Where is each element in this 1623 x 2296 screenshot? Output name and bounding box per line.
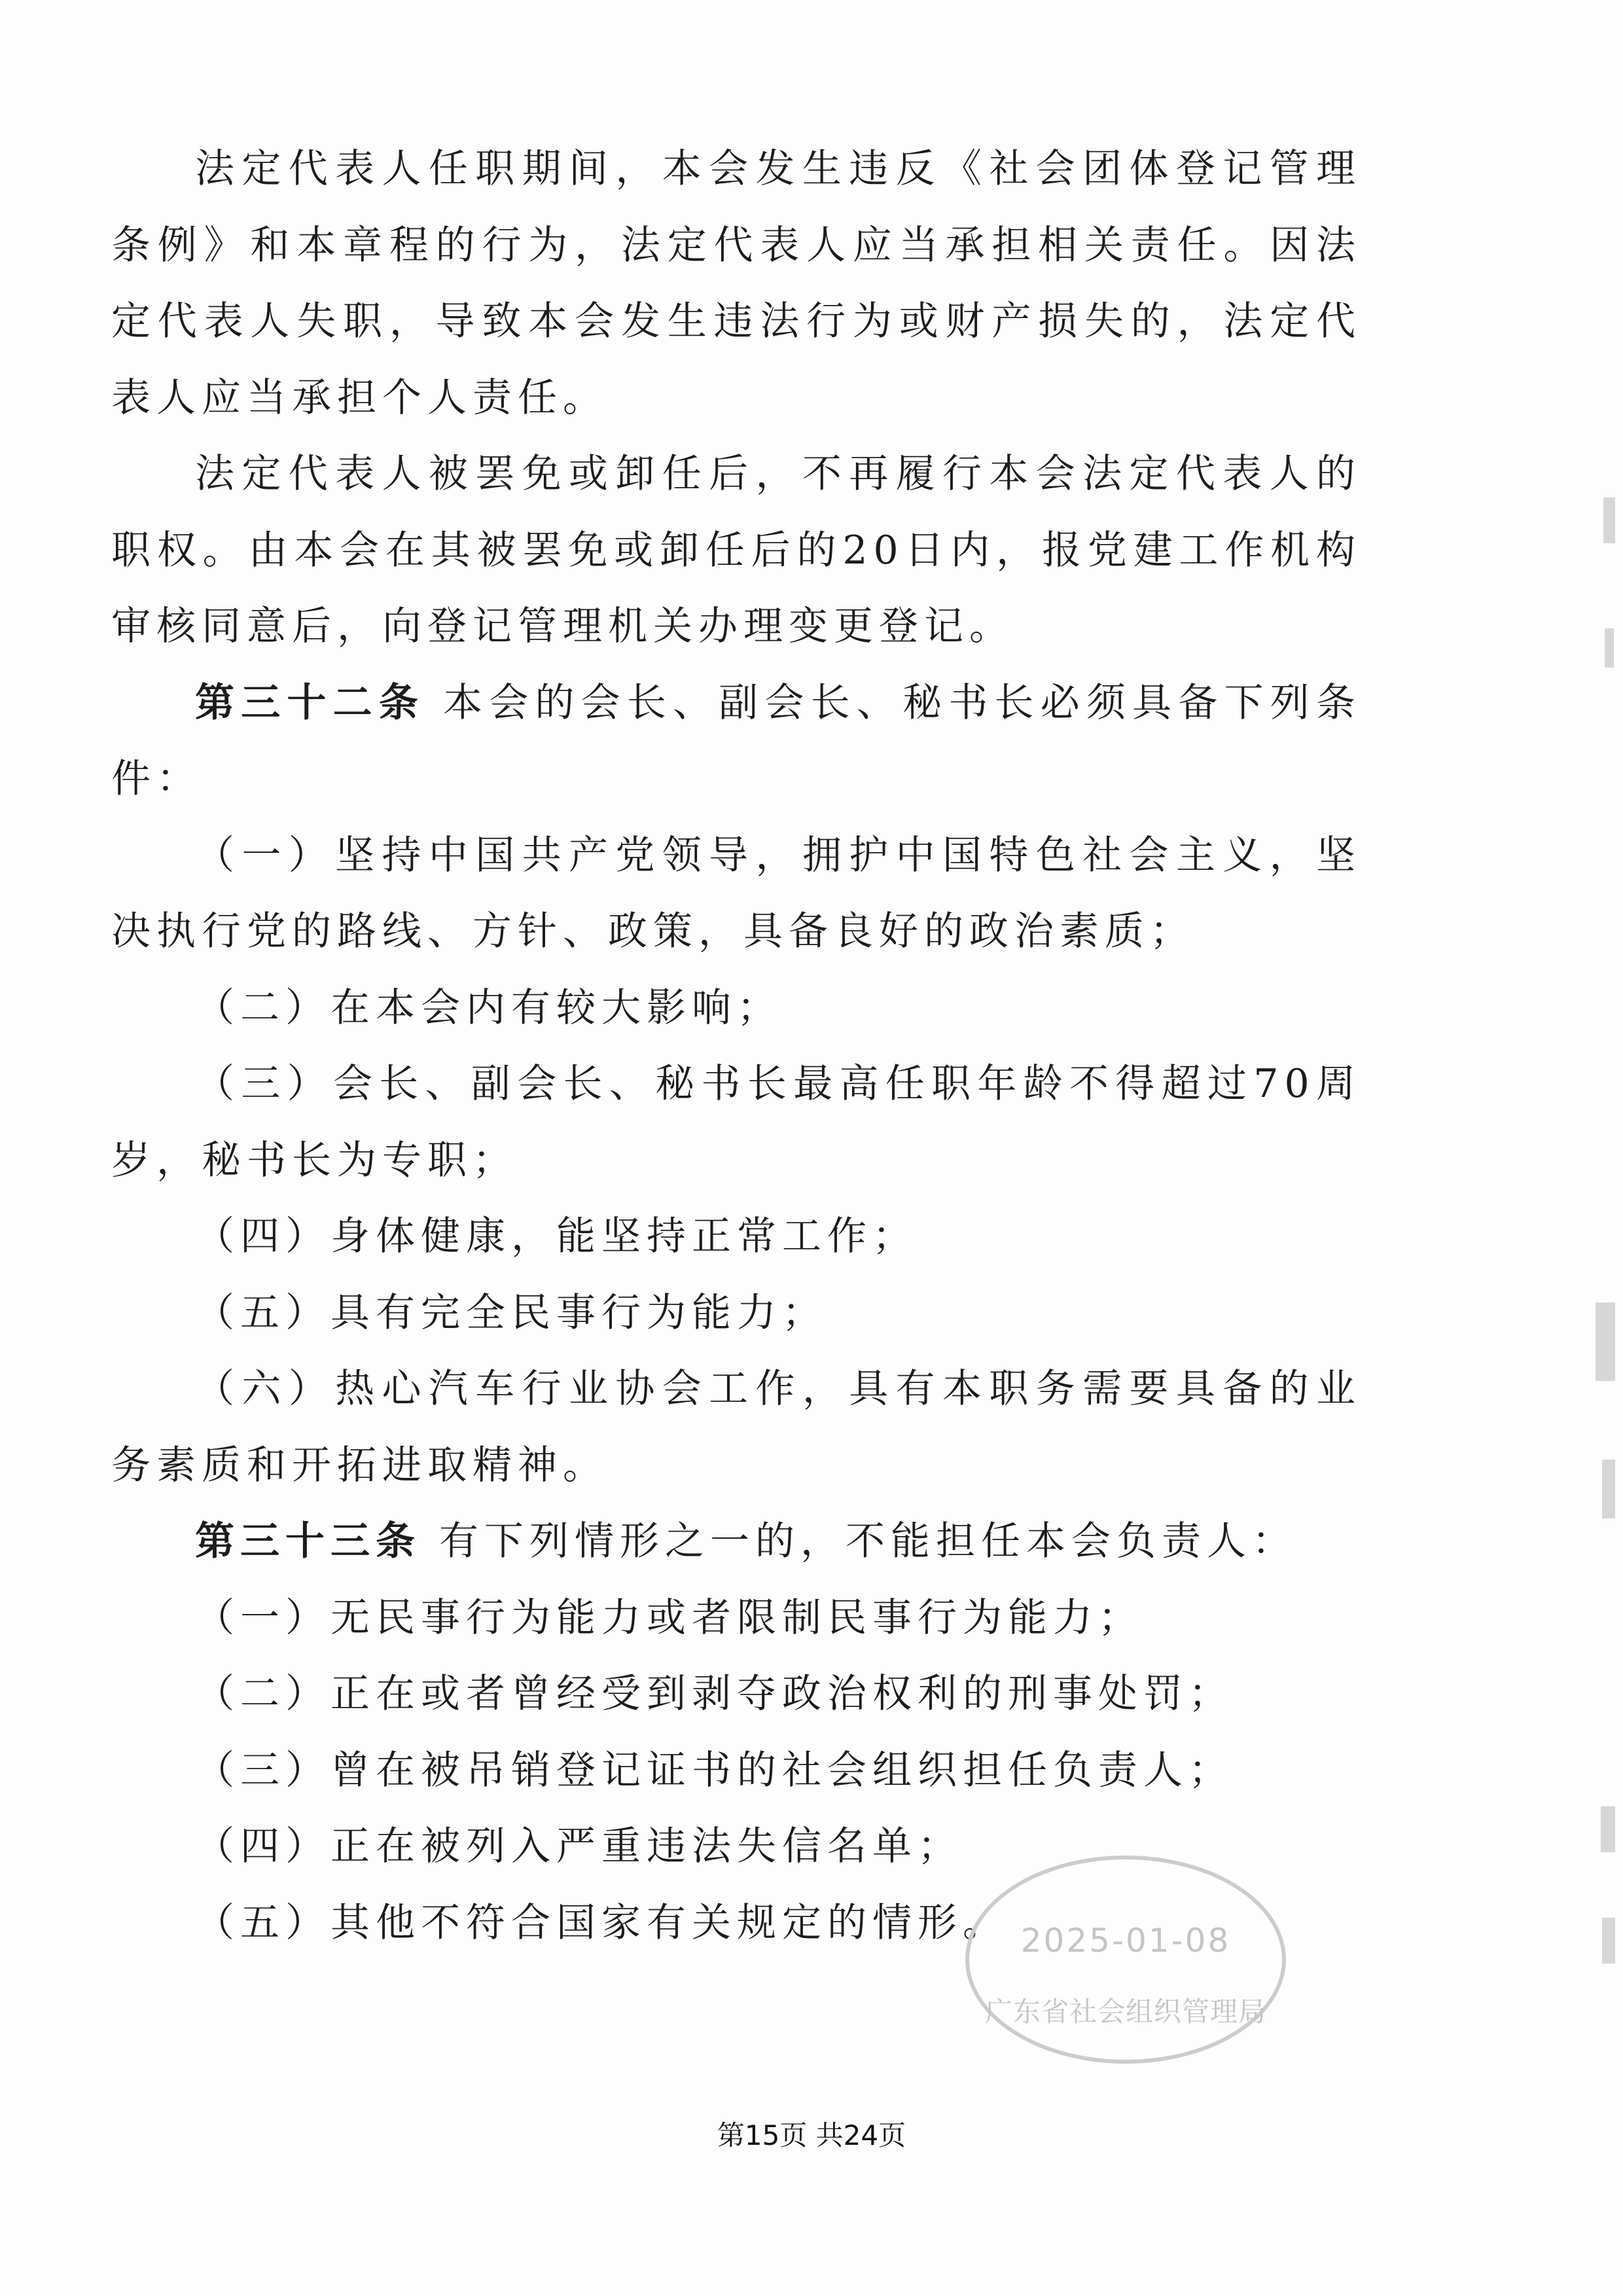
bleed-mark: [1603, 497, 1615, 543]
bleed-mark: [1602, 1918, 1615, 1964]
article-32-item-2: [111, 970, 1361, 1047]
seal-organization: 广东省社会组织管理局: [984, 1996, 1266, 2028]
article-32-item-6: [111, 1351, 1361, 1503]
list-item-text: （四）身体健康，能坚持正常工作；: [195, 1213, 918, 1259]
list-item-text: （五）具有完全民事行为能力；: [195, 1289, 827, 1336]
paragraph-text: 法定代表人被罢免或卸任后，不再履行本会法定代表人的职权。由本会在其被罢免或卸任后的20日内，报党建工作机构审核同意后，向登记管理机关办理变更登记。: [111, 451, 1361, 649]
article-33-heading: 第三十三条: [195, 1518, 421, 1564]
article-32-item-1: [111, 817, 1361, 970]
article-32: [111, 665, 1361, 817]
official-seal-stamp: [965, 1856, 1286, 2064]
seal-date: 2025-01-08: [1020, 1922, 1231, 1960]
article-33-item-2: [111, 1656, 1361, 1732]
article-33-item-3: [111, 1732, 1361, 1809]
bleed-mark: [1601, 1806, 1615, 1852]
article-32-item-3: [111, 1046, 1361, 1198]
list-item-text: （三）曾在被吊销登记证书的社会组织担任负责人；: [195, 1747, 1234, 1793]
list-item-text: （四）正在被列入严重违法失信名单；: [195, 1823, 963, 1869]
list-item-text: （五）其他不符合国家有关规定的情形。: [195, 1899, 1008, 1946]
list-item-text: （二）正在或者曾经受到剥夺政治权利的刑事处罚；: [195, 1671, 1234, 1717]
list-item-text: （六）热心汽车行业协会工作，具有本职务需要具备的业务素质和开拓进取精神。: [111, 1366, 1361, 1488]
bleed-mark: [1596, 1302, 1615, 1381]
article-33-text: 有下列情形之一的，不能担任本会负责人：: [439, 1518, 1297, 1564]
article-32-item-5: [111, 1275, 1361, 1352]
list-item-text: （一）坚持中国共产党领导，拥护中国特色社会主义，坚决执行党的路线、方针、政策，具备良好的政治素质；: [111, 832, 1361, 954]
scan-edge-bleed: [1592, 0, 1623, 2296]
bleed-mark: [1605, 628, 1614, 668]
paragraph-legal-rep-removal: [111, 436, 1361, 665]
list-item-text: （三）会长、副会长、秘书长最高任职年龄不得超过70周岁，秘书长为专职；: [111, 1061, 1361, 1183]
article-32-text: 本会的会长、副会长、秘书长必须具备下列条件：: [111, 679, 1362, 802]
page-number: 第15页 共24页: [717, 2119, 906, 2151]
paragraph-legal-rep-liability: [111, 131, 1361, 436]
article-33-item-1: [111, 1580, 1361, 1657]
article-32-item-4: [111, 1198, 1361, 1275]
bleed-mark: [1602, 1460, 1615, 1518]
document-body: [111, 131, 1361, 1961]
article-32-heading: 第三十二条: [195, 679, 425, 726]
list-item-text: （二）在本会内有较大影响；: [195, 984, 782, 1031]
list-item-text: （一）无民事行为能力或者限制民事行为能力；: [195, 1594, 1143, 1641]
paragraph-text: 法定代表人任职期间，本会发生违反《社会团体登记管理条例》和本章程的行为，法定代表人应当承担相关责任。因法定代表人失职，导致本会发生违法行为或财产损失的，法定代表人应当承担个人责任。: [111, 146, 1361, 421]
article-33: [111, 1503, 1361, 1580]
